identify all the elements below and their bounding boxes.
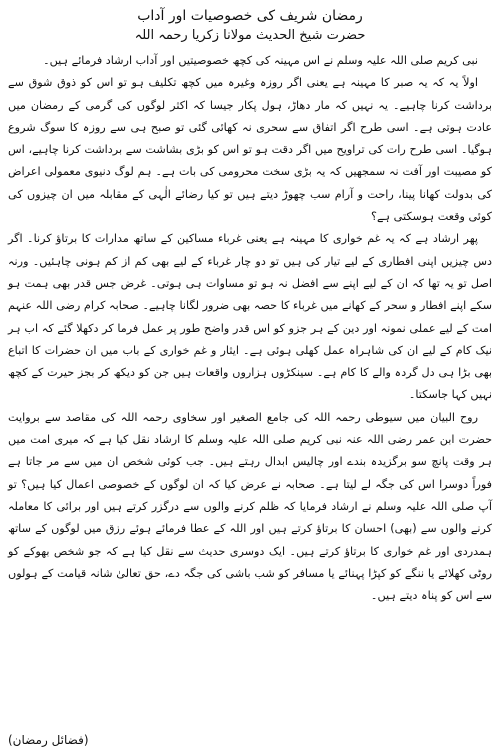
paragraph-3: پھر ارشاد ہے کہ یہ غم خواری کا مہینہ ہے یعنی غرباء مساکین کے ساتھ مدارات کا برتاؤ کرنا۔ اگر دس چیزیں اپنی افطاری کے لیے تیار کی ہیں تو دو چار غرباء کے لیے بھی کم از کم ہونی چاہئیں۔ ورنہ اصل تو یہ تھا کہ ان کے لیے اپنے سے افضل نہ ہو تو مساوات ہی ہوتی۔ غرض جس قدر بھی ہمت ہو سکے اپنے افطار و سحر کے کھانے میں غرباء کا حصہ بھی ضرور لگانا چاہیے۔ صحابہ کرام رضی اللہ عنہم امت کے لیے عملی نمونہ اور دین کے ہر جزو کو اس قدر واضح طور پر عمل فرما کر دکھلا گئے کہ اب ہر نیک کام کے لیے ان کی شاہراہ عمل کھلی ہوئی ہے۔ ایثار و غم خواری کے باب میں ان حضرات کا اتباع بھی بڑا ہی دل گردہ والے کا کام ہے۔ سینکڑوں ہزاروں واقعات ہیں جن کو دیکھ کر بجز حیرت کے کچھ نہیں کہا جاسکتا۔ — [8, 232, 492, 402]
source-reference: (فضائل رمضان) — [8, 733, 89, 747]
page-title: رمضان شریف کی خصوصیات اور آداب — [137, 8, 363, 24]
paragraph-1: نبی کریم صلی اللہ علیہ وسلم نے اس مہینہ کی کچھ خصوصیتیں اور آداب ارشاد فرمائے ہیں۔ — [43, 54, 478, 67]
article-body — [8, 50, 492, 607]
author-line: حضرت شیخ الحدیث مولانا زکریا رحمہ اللہ — [134, 28, 366, 43]
paragraph-2: اولاً یہ کہ یہ صبر کا مہینہ ہے یعنی اگر روزہ وغیرہ میں کچھ تکلیف ہو تو اس کو ذوق شوق سے برداشت کرنا چاہیے۔ یہ نہیں کہ مار دھاڑ، ہول پکار جیسا کہ اکثر لوگوں کی گرمی کے رمضان میں عادت ہوتی ہے۔ اسی طرح اگر اتفاق سے سحری نہ کھائی گئی تو صبح ہی سے روزہ کا سوگ شروع ہوگیا۔ اسی طرح رات کی تراویح میں اگر دقت ہو تو اس کو بڑی بشاشت سے برداشت کرنا چاہیے، اس کو مصیبت اور آفت نہ سمجھیں کہ یہ بڑی سخت محرومی کی بات ہے۔ ہم لوگ دنیوی معمولی اعراض کی بدولت کھانا پینا، راحت و آرام سب چھوڑ دیتے ہیں تو کیا رضائے الٰہی کے مقابلہ میں ان چیزوں کی کوئی وقعت ہوسکتی ہے؟ — [8, 76, 492, 224]
paragraph-4: روح البیان میں سیوطی رحمہ اللہ کی جامع الصغیر اور سخاوی رحمہ اللہ کی مقاصد سے بروایت حضرت ابن عمر رضی اللہ عنہ نبی کریم صلی اللہ علیہ وسلم کا ارشاد نقل کیا ہے کہ میری امت میں ہر وقت پانچ سو برگزیدہ بندے اور چالیس ابدال رہتے ہیں۔ جب کوئی شخص ان میں سے مر جاتا ہے فوراً دوسرا اس کی جگہ لے لیتا ہے۔ صحابہ نے عرض کیا کہ ان لوگوں کے خصوصی اعمال کیا ہیں؟ تو آپ صلی اللہ علیہ وسلم نے ارشاد فرمایا کہ ظلم کرنے والوں سے درگزر کرتے ہیں اور برائی کا معاملہ کرنے والوں سے (بھی) احسان کا برتاؤ کرتے ہیں اور اللہ کے عطا فرمائے ہوئے رزق میں لوگوں کے ساتھ ہمدردی اور غم خواری کا برتاؤ کرتے ہیں۔ ایک دوسری حدیث سے نقل کیا ہے کہ جو شخص بھوکے کو روٹی کھلائے یا ننگے کو کپڑا پہنائے یا مسافر کو شب باشی کی جگہ دے، حق تعالیٰ شانہ قیامت کے ہولوں سے اس کو پناہ دیتے ہیں۔ — [8, 410, 492, 603]
